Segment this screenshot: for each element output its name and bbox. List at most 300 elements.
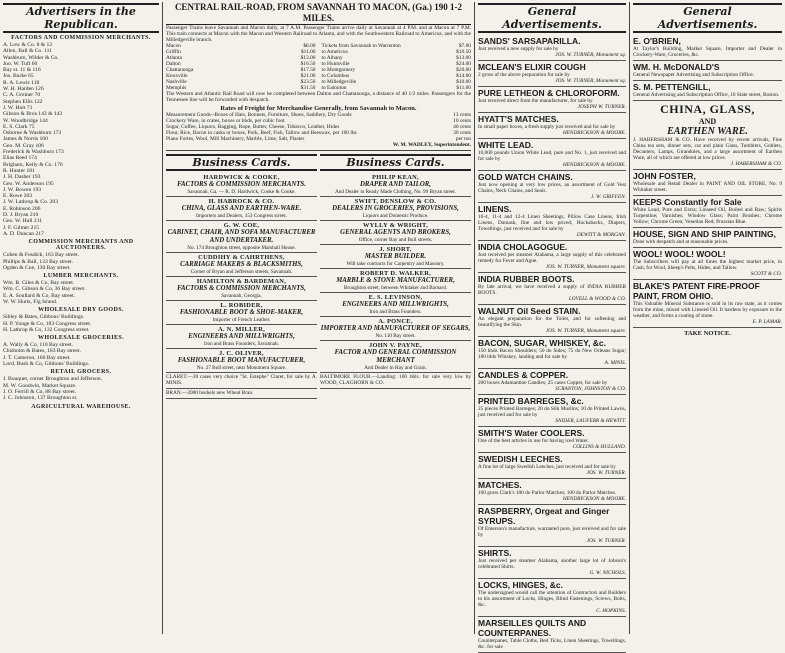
rate-price: per ton	[455, 136, 471, 142]
general-ads-heading-1: General Advertisements.	[478, 3, 626, 33]
advertiser-entry: A. D. Duncan 217	[3, 230, 44, 237]
ad-body: General Newspaper Advertising and Subscription Office.	[633, 72, 755, 78]
ad-title: SHIRTS.	[478, 548, 512, 558]
rate-price: 13 cents	[453, 112, 471, 118]
ad-body: Just received a new supply for sale by	[478, 46, 559, 52]
card-name: HAMILTON & BARDEMAN,	[196, 278, 287, 285]
advertiser-entry: Geo. M. Gray 106	[3, 142, 44, 149]
card-address: Importers and Dealers, 153 Congress street.	[196, 213, 287, 219]
card-address: Iron and Brass Founders, Savannah.	[204, 341, 279, 347]
advertiser-entry: Jno. W. Tuft 60	[3, 60, 38, 67]
advertiser-entry: H. Lathrop & Co, 132 Congress street.	[3, 326, 90, 333]
fare-price: $8.00	[303, 43, 316, 49]
ad-signature: HENDRICKSON & MOORE.	[562, 130, 626, 136]
ad-body: The Subscribers will pay at all times the highest market price, in Cash, for Wool, Sheep's Pelts, Hides, and Tallow.	[633, 259, 782, 271]
ad-signature: J. W. GRIFFEN.	[591, 194, 626, 200]
advertiser-entry: Wm. B. Giles & Co, Bay street.	[3, 280, 75, 287]
card-address: Importer of French Leather.	[212, 317, 271, 323]
advertiser-entry: Allen, Ball & Co. 111	[3, 48, 52, 55]
ad-body: In small paper boxes, a fresh supply just received and for sale by	[478, 124, 616, 130]
advertiser-entry: J. C. Johnston, 137 Broughton st.	[3, 395, 78, 402]
ad-title: WOOL! WOOL! WOOL!	[633, 249, 726, 259]
card-business: FACTORS & COMMISSION MERCHANTS,	[177, 285, 306, 292]
business-card	[166, 221, 317, 253]
advertisement	[478, 87, 626, 113]
ad-body: General Advertising and Subscription Office, 10 State street, Boston.	[633, 92, 780, 98]
advertiser-entry: C. A. Greiner 70	[3, 92, 41, 99]
card-name: E. S. LEVINSON,	[368, 294, 423, 301]
cards-left-list	[166, 173, 317, 373]
ad-title: PURE LETHEON & CHLOROFORM.	[478, 88, 620, 98]
card-business: ENGINEERS AND MILLWRIGHTS,	[342, 301, 449, 308]
general-ads-column-1	[475, 2, 630, 650]
advertiser-entry: Sibley & Bates, Gibbons' Buildings.	[3, 314, 85, 321]
advertisers-column	[0, 2, 163, 634]
business-card	[320, 317, 471, 341]
advertiser-entry: A. Wally & Co, 110 Bay street.	[3, 342, 73, 349]
advertiser-entry: James & Norris 160	[3, 136, 48, 143]
ad-title: MATCHES.	[478, 480, 522, 490]
fare-destination: Atlanta	[166, 55, 182, 61]
card-business: FACTORS & COMMISSION MERCHANTS.	[177, 181, 306, 188]
ad-body: By late arrival, we have received a supply of INDIA RUBBER BOOTS.	[478, 284, 626, 296]
business-card	[166, 253, 317, 277]
ad-signature: HENDRICKSON & MOORE.	[562, 162, 626, 168]
ad-signature: LOVELL & WOOD & CO.	[568, 296, 626, 302]
ad-body: At Taylor's Building, Market Square, Importer and Dealer in Crockery-Ware, Groceries, &c.	[633, 46, 782, 58]
business-cards-heading-right: Business Cards.	[320, 154, 471, 171]
section-title: WHOLESALE DRY GOODS.	[38, 307, 124, 314]
advertiser-entry: E. Rowe 203	[3, 193, 33, 200]
fare-destination: Chattanooga	[166, 67, 194, 73]
ad-body: One of the best articles in use for having iced Water.	[478, 438, 589, 444]
ad-title: HOUSE, SIGN AND SHIP PAINTING,	[633, 229, 776, 239]
general-ads-top-list	[633, 35, 782, 101]
fare-price: $13.00	[300, 55, 316, 61]
card-business: FACTOR AND GENERAL COMMISSION MERCHANT	[334, 349, 457, 364]
advertiser-entry: Cohen & Fosdick, 163 Bay street.	[3, 252, 79, 259]
card-name: G. W. COE,	[223, 222, 260, 229]
advertisement	[478, 547, 626, 579]
fare-price: $17.50	[300, 67, 316, 73]
ad-title: CANDLES & COPPER.	[478, 370, 569, 380]
advertisement	[478, 171, 626, 203]
advertiser-entry: Geo. W. Anderson 195	[3, 180, 54, 187]
advertiser-entry: Chisholm & Bates, 183 Bay street.	[3, 348, 81, 355]
ad-signature: JOS. W. TURNER, Monument square.	[545, 328, 626, 334]
card-name: A. PONCE,	[378, 318, 413, 325]
advertiser-entry: J. T. Cameron, 160 Bay street.	[3, 354, 71, 361]
card-address: Savannah, Georgia.	[221, 293, 262, 299]
advertisement	[478, 61, 626, 87]
card-address: Liquors and Domestic Produce.	[362, 213, 429, 219]
fare-price: $20.00	[456, 67, 471, 73]
flour-ad	[320, 373, 471, 389]
ad-body: 100 gross Clark's 100 do Parlor Matches; 100 do Parlor Matches.	[478, 490, 617, 496]
china-ad-sign: J. HABERSHAM & CO.	[730, 161, 782, 167]
fare-destination: Tickets from Savannah to Warrenton	[321, 43, 401, 49]
business-card	[166, 301, 317, 325]
fare-destination: Nashville	[166, 79, 187, 85]
advertisement	[478, 337, 626, 369]
cards-right-list	[320, 173, 471, 373]
fare-destination: to Huntsville	[321, 61, 350, 67]
china-ad-line3: EARTHEN WARE.	[667, 126, 748, 137]
ad-title: SANDS' SARSAPARILLA.	[478, 36, 581, 46]
advertisement	[633, 248, 782, 280]
fare-destination: Memphis	[166, 85, 187, 91]
business-cards	[166, 153, 471, 399]
ad-body: This Valuable Mineral Substance is sold in its raw state, as it comes from the mine, mixed with Linseed Oil. It hardens by exposure to the weather, and forms a coating of stone.	[633, 301, 782, 319]
card-business: IMPORTER AND MANUFACTURER OF SEGARS,	[320, 325, 471, 332]
card-address: No. 27 Bull street, near Monument Square.	[196, 365, 287, 371]
advertiser-entry: Osborne & Washburn 173	[3, 130, 62, 137]
divider	[166, 150, 471, 151]
fare-destination: to Milledgeville	[321, 79, 357, 85]
advertiser-entry: R. Hunter 181	[3, 167, 35, 174]
business-cards-right	[320, 153, 471, 399]
ad-signature: JOS. W. TURNER, Monument sq.	[555, 52, 626, 58]
fare-price: $16.50	[300, 61, 316, 67]
ad-title: LOCKS, HINGES, &c.	[478, 580, 564, 590]
advertisement	[633, 280, 782, 328]
ad-signature: HENDRICKSON & MOORE.	[562, 496, 626, 502]
business-card	[320, 173, 471, 197]
advertiser-entry: Jos. Burke 65	[3, 73, 34, 80]
advertisement	[633, 35, 782, 61]
ad-title: RASPBERRY, Orgeat and Ginger SYRUPS.	[478, 506, 610, 526]
section-title: LUMBER MERCHANTS.	[43, 273, 119, 280]
advertiser-entry: Brigham, Kelly & Co. 176	[3, 161, 63, 168]
ad-signature: C. HOPKINS.	[596, 608, 626, 614]
fares-table-right	[322, 43, 472, 91]
ad-signature: SCRANTON, JOHNSTON & CO.	[555, 386, 626, 392]
fare-price: $7.00	[458, 43, 471, 49]
rate-item: Piano Fortes, Wool, Mill Machinery, Marble, Lime, Salt, Plaster	[166, 136, 305, 142]
card-name: JOHN V. PAYNE,	[369, 342, 422, 349]
advertiser-entry: W. Woodbridge 144	[3, 117, 48, 124]
ad-signature: COLLINS & HULLAND.	[572, 444, 626, 450]
ad-title: S. M. PETTENGILL,	[633, 82, 711, 92]
card-business: DEALERS IN GROCERIES, PROVISIONS,	[332, 205, 459, 212]
advertisers-heading: Advertisers in the Republican.	[3, 3, 159, 33]
card-name: PHILIP KEAN,	[372, 174, 419, 181]
ad-title: MARSEILLES QUILTS AND COUNTERPANES.	[478, 618, 587, 638]
advertisement	[633, 170, 782, 196]
card-business: CHINA, GLASS AND EARTHEN-WARE.	[181, 205, 302, 212]
ad-title: PRINTED BARREGES, &c.	[478, 396, 584, 406]
card-business: MARBLE & STONE MANUFACTURER,	[336, 277, 455, 284]
ad-signature: A. MINIS.	[604, 360, 626, 366]
advertiser-entry: Lord, Bush & Co, Gibbons' Buildings.	[3, 361, 90, 368]
ad-body: An elegant preparation for the Toilet, and for softening and beautifying the Skin.	[478, 316, 626, 328]
ad-signature: DEWITT & MORGAN.	[576, 232, 626, 238]
advertiser-entry: J. F. Gilmer 215	[3, 224, 40, 231]
railroad-and-cards-column	[163, 2, 475, 634]
ad-title: JOHN FOSTER,	[633, 171, 696, 181]
fare-destination: to Eatonton	[321, 85, 347, 91]
advertisers-sections	[3, 35, 159, 410]
fare-price: $13.00	[456, 55, 471, 61]
fare-price: $14.00	[456, 73, 471, 79]
card-address: No. 110 Bay street.	[375, 333, 416, 339]
rate-item: Measurement Goods--Boxes of Hats, Bonnets, Furniture, Shoes, Saddlery, Dry Goods	[166, 112, 352, 118]
advertiser-entry: J. O. Ferrill & Co, 88 Bay street.	[3, 388, 77, 395]
railroad-fares	[166, 43, 471, 91]
advertiser-entry: Wm. C. Gibson & Co, 36 Bay street.	[3, 286, 86, 293]
railroad-title: CENTRAL RAIL-ROAD, FROM SAVANNAH TO MACON, (Ga.) 190 1-2 MILES.	[166, 2, 471, 25]
business-card	[320, 221, 471, 245]
ad-title: SMITH'S Water COOLERS.	[478, 428, 585, 438]
china-ad	[633, 101, 782, 170]
advertisement	[633, 81, 782, 101]
card-name: L. ROBIDER,	[220, 302, 263, 309]
ad-signature: SNIDER, LAUFERR & HEWITT.	[555, 418, 626, 424]
general-ads-list-1	[478, 35, 626, 653]
ad-body: 10-4, 11-4 and 12-4 Linen Sheetings, Pillow Case Linens, Irish Linens, Damask, fine and low priced; Huckabacks, Diapers, Towellings, just received and for sale by	[478, 214, 626, 232]
rates-table	[166, 112, 471, 142]
advertisement	[633, 61, 782, 81]
advertiser-entry: E. S. Clark 75	[3, 123, 35, 130]
card-address: And Dealer in Hay and Grain.	[364, 365, 427, 371]
advertiser-entry: J. Bouquet, corner Broughton and Jefferson.	[3, 376, 103, 383]
ad-title: HYATT'S MATCHES.	[478, 114, 559, 124]
advertisement	[478, 113, 626, 139]
business-card	[166, 197, 317, 221]
ad-body: A fine lot of large Swedish Leeches, just received and for sale by	[478, 464, 616, 470]
advertiser-entry: W. H. Harden 126	[3, 86, 44, 93]
ad-title: MCLEAN'S ELIXIR COUGH	[478, 62, 586, 72]
ad-title: INDIA RUBBER BOOTS.	[478, 274, 575, 284]
business-cards-left	[166, 153, 317, 399]
ad-body: Just received direct from the manufacturer, for sale by	[478, 98, 593, 104]
ad-body: Of Emerson's manufacture, warranted pure, just received and for sale by	[478, 526, 626, 538]
rate-item: Flour, Rice, Bacon in casks or boxes, Pork, Beef, Fish, Tallow and Beeswax, per 100 lbs	[166, 130, 357, 136]
fare-price: $11.00	[300, 49, 316, 55]
advertiser-entry: J. W. Holt 71	[3, 104, 33, 111]
card-name: HARDWICK & COOKE,	[203, 174, 280, 181]
card-address: Savannah, Ga. — R. D. Hardwick, Cooke & Cooke.	[187, 189, 296, 195]
advertisement	[478, 241, 626, 273]
ad-body: 150 hhds Bacon Shoulders; 50 do Sides; 75 do New Orleans Sugar; 100 bbls Whiskey, landing and for sale by	[478, 348, 626, 360]
card-name: A. N. MILLER,	[217, 326, 266, 333]
card-address: And Dealer in Ready Made Clothing, No. 99 Bryan street.	[334, 189, 456, 195]
card-address: Office, corner Bay and Bull streets.	[358, 237, 433, 243]
ad-signature: JOS. W. TURNER, Monument sq.	[555, 78, 626, 84]
advertiser-entry: A. Low & Co. 8 & 12	[3, 42, 53, 48]
ad-signature: G. W. NICHOLS.	[589, 570, 626, 576]
business-card	[320, 197, 471, 221]
ad-title: GOLD WATCH CHAINS.	[478, 172, 573, 182]
card-address: Iron and Brass Founders.	[369, 309, 422, 315]
fare-price: $10.50	[456, 49, 471, 55]
ad-signature: SCOTT & CO.	[750, 271, 782, 277]
advertisement	[478, 305, 626, 337]
ad-signature: JOS. W. TURNER.	[586, 470, 626, 476]
ad-body: Just now opening at very low prices, an assortment of Gold Vest Chains, Neck Chains, and Seals.	[478, 182, 626, 194]
advertisement	[478, 505, 626, 547]
card-business: CARRIAGE MAKERS & BLACKSMITHS,	[180, 261, 303, 268]
fare-destination: Dalton	[166, 61, 181, 67]
advertiser-entry: Ogden & Coe, 130 Bay street.	[3, 264, 71, 271]
card-name: ROBERT D. WALKER,	[359, 270, 432, 277]
business-card	[320, 293, 471, 317]
advertisement	[633, 228, 782, 248]
section-title: AGRICULTURAL WAREHOUSE.	[31, 403, 131, 410]
ad-body: White Lead, Pure and Extra; Linseed Oil, Boiled and Raw; Spirits Turpentine; Varnishes; Window Glass; Paint Brushes; Chrome Yellow; Chrome Green; Venetian Red; Prussian Blue.	[633, 207, 782, 225]
advertisement	[478, 395, 626, 427]
card-business: FASHIONABLE BOOT MANUFACTURER,	[177, 357, 306, 364]
fare-destination: Macon	[166, 43, 181, 49]
ad-body: Just received per steamer Alabama, another large lot of Jobson's celebrated Shirts.	[478, 558, 626, 570]
advertisement	[478, 203, 626, 241]
ad-title: INDIA CHOLAGOGUE.	[478, 242, 568, 252]
business-card	[320, 341, 471, 373]
ad-title: BLAKE'S PATENT FIRE-PROOF PAINT, FROM OHIO.	[633, 281, 760, 301]
business-cards-heading-left: Business Cards.	[166, 154, 317, 171]
card-address: No. 174 Broughton street, opposite Marshall House.	[187, 245, 296, 251]
card-name: WYLLY & WRIGHT,	[362, 222, 429, 229]
fare-destination: Knoxville	[166, 73, 188, 79]
advertiser-entry: Stephen Ellis 122	[3, 98, 43, 105]
ad-signature: JOS. W. TURNER, Monument square.	[545, 264, 626, 270]
rate-item: Sugar, Coffee, Liquors, Bagging, Rope, Butter, Cheese, Tobacco, Leather, Hides	[166, 124, 340, 130]
fare-destination: to Montgomery	[321, 67, 356, 73]
card-business: FASHIONABLE BOOT & SHOE-MAKER,	[179, 309, 304, 316]
advertiser-entry: Washburn, Wilder & Co.	[3, 54, 59, 61]
fare-price: $21.00	[300, 73, 316, 79]
rate-price: 10 cents	[453, 118, 471, 124]
ad-body: Done with despatch and at reasonable prices.	[633, 239, 729, 245]
general-ads-heading-2: General Advertisements.	[633, 3, 782, 33]
advertiser-entry: Bay st. 11 & 116	[3, 67, 41, 74]
section-title: WHOLESALE GROCERIES.	[37, 335, 125, 342]
advertiser-entry: E. A. Soullard & Co, Bay street.	[3, 292, 76, 299]
card-business: CABINET, CHAIR, AND SOFA MANUFACTURER AND UNDERTAKER.	[167, 229, 316, 244]
ad-title: WHITE LEAD.	[478, 140, 534, 150]
advertisement	[633, 196, 782, 228]
advertisement	[478, 479, 626, 505]
advertiser-entry: Frederick & Washburn 173	[3, 149, 64, 156]
advertiser-entry: H. P. Yonge & Co, 183 Congress street.	[3, 320, 92, 327]
ad-title: LINENS.	[478, 204, 512, 214]
card-business: DRAPER AND TAILOR,	[360, 181, 431, 188]
claret-ad	[166, 373, 317, 389]
card-address: Will take contracts for Carpentry and Masonry.	[346, 261, 445, 267]
card-name: H. HABROCK & CO.	[208, 198, 275, 205]
rate-price: 30 cents	[453, 130, 471, 136]
fare-price: $23.50	[300, 79, 316, 85]
general-ads-list-2	[633, 170, 782, 328]
ad-body: 10,000 pounds Union White Lead, pure and No. 1, just received and for sale by	[478, 150, 626, 162]
advertiser-entry: M. W. Goodwin, Market Square.	[3, 382, 77, 389]
advertisement	[478, 427, 626, 453]
china-ad-line1: CHINA, GLASS,	[660, 102, 755, 116]
advertiser-entry: W. W. Hurts, Fig Island.	[3, 298, 58, 305]
fare-price: $24.00	[456, 61, 471, 67]
ad-signature: JOS. W. TURNER.	[586, 538, 626, 544]
card-address: Corner of Bryan and Jefferson streets, Savannah.	[190, 269, 293, 275]
advertisement	[478, 139, 626, 171]
fare-destination: to Albany	[321, 55, 343, 61]
ad-title: BACON, SUGAR, WHISKEY, &c.	[478, 338, 606, 348]
footer-notice: TAKE NOTICE.	[684, 330, 731, 337]
advertiser-entry: R. A. Lewis 118	[3, 79, 40, 86]
railroad-signature: W. M. WADLEY, Superintendent.	[392, 142, 471, 148]
bran-ad-text: BRAN.—2000 bushels new Wheat Bran.	[166, 390, 254, 396]
ad-body: Wholesale and Retail Dealer in PAINT AND OIL STORE, No. 9 Whitaker street.	[633, 181, 782, 193]
flour-ad-text: BALTIMORE FLOUR.—Landing: 100 bbls. for sale very low by WOOD, CLAGHORN & CO.	[320, 374, 471, 386]
railroad-intro: Passenger Trains leave Savannah and Macon daily, at 7 A.M. Passenger Trains arrive daily at Savannah at 4 P.M. and at Macon at 7 P.M. This train connects at Macon with the Macon and Western Railroad to Atlanta, and with the Southwestern Railroad to Americus, and with the Milledgeville branch.	[166, 25, 471, 43]
advertiser-entry: D. J. Bryan 210	[3, 212, 39, 219]
business-card	[166, 173, 317, 197]
advertisement	[478, 579, 626, 617]
advertiser-entry: Geo. W. Hull 211	[3, 218, 43, 225]
ad-title: WM. H. McDONALD'S	[633, 62, 720, 72]
ad-title: WALNUT Oil Seed STAIN.	[478, 306, 581, 316]
fare-destination: Griffin	[166, 49, 181, 55]
advertiser-entry: Phillips & Ball, 133 Bay street.	[3, 258, 74, 265]
fares-table-left	[166, 43, 316, 91]
ad-body: Counterpanes, Table Cloths, Bed Ticks, Linen Sheetings, Towellings, &c. for sale	[478, 638, 626, 650]
ad-body: 200 boxes Adamantine Candles; 25 cases Copper, for sale by	[478, 380, 608, 386]
section-title: FACTORS AND COMMISSION MERCHANTS.	[11, 35, 151, 41]
advertisement	[478, 369, 626, 395]
ad-title: SWEDISH LEECHES.	[478, 454, 563, 464]
card-name: J. C. OLIVER,	[219, 350, 264, 357]
business-card	[166, 325, 317, 349]
railroad-notice: The Western and Atlantic Rail Road will now be completed between Dalton and Chattanooga, a distance of 40 1/2 miles. Passengers for the Tennessee line will be forwarded with despatch.	[166, 91, 471, 103]
general-ads-column-2	[630, 2, 785, 634]
china-ad-body: J. HABERSHAM & CO. Have received by recent arrivals, Fine China tea sets, dinner sets, cut and plain Glass, Tumblers, Goblets, Decanters, Lamps, Girandoles, and a large assortment of Earthen Ware, all of which are offered at low prices.	[633, 137, 782, 161]
fare-destination: to Columbus	[321, 73, 350, 79]
rate-price: 40 cents	[453, 124, 471, 130]
card-name: SWIFT, DENSLOW & CO.	[354, 198, 437, 205]
card-business: GENERAL AGENTS AND BROKERS,	[340, 229, 451, 236]
advertiser-entry: J. W. Bowen 193	[3, 186, 42, 193]
card-business: MASTER BUILDER.	[364, 253, 427, 260]
advertisement	[478, 453, 626, 479]
business-card	[320, 245, 471, 269]
advertisement	[478, 35, 626, 61]
rates-title: Rates of Freight for Merchandise Generally, from Savannah to Macon.	[220, 105, 417, 112]
fare-price: $10.00	[456, 79, 471, 85]
rate-item: Crockery Ware, in crates, boxes or hhds, per cubic foot	[166, 118, 285, 124]
advertisement	[478, 273, 626, 305]
claret-ad-text: CLARET.—20 cases very choice "St. Estephe" Claret, for sale by A. MINIS.	[166, 374, 317, 386]
advertiser-entry: E. Robinson 206	[3, 205, 41, 212]
advertiser-entry: J. W. Lathrop & Co. 203	[3, 199, 59, 206]
fare-price: $31.50	[300, 85, 316, 91]
section-title: RETAIL GROCERS.	[50, 369, 112, 376]
ad-title: KEEPS Constantly for Sale	[633, 197, 742, 207]
advertisement	[478, 617, 626, 653]
business-card	[166, 349, 317, 373]
fare-price: $11.00	[456, 85, 471, 91]
ad-body: 2 gross of the above preparation for sale by	[478, 72, 570, 78]
advertiser-entry: J. H. Dasher 193	[3, 174, 41, 181]
ad-body: 25 pieces Printed Barreges; 20 do Silk Muslins; 10 do Printed Lawns, just received and for sale by	[478, 406, 626, 418]
card-business: ENGINEERS AND MILLWRIGHTS,	[188, 333, 295, 340]
ad-title: E. O'BRIEN,	[633, 36, 681, 46]
china-ad-line2: AND	[698, 117, 717, 126]
card-name: CUDDIHY & CAHRTHENS,	[198, 254, 285, 261]
ad-body: The undersigned would call the attention of Contractors and Builders to his assortment of Locks, Hinges, Blind Fastenings, Screws, Bolts, &c.	[478, 590, 626, 608]
advertiser-entry: Elias Reed 174	[3, 155, 37, 162]
section-title: COMMISSION MERCHANTS AND AUCTIONEERS.	[28, 239, 134, 252]
card-name: J. SHORT,	[379, 246, 412, 253]
ad-signature: JOSEPH W. TURNER.	[577, 104, 626, 110]
